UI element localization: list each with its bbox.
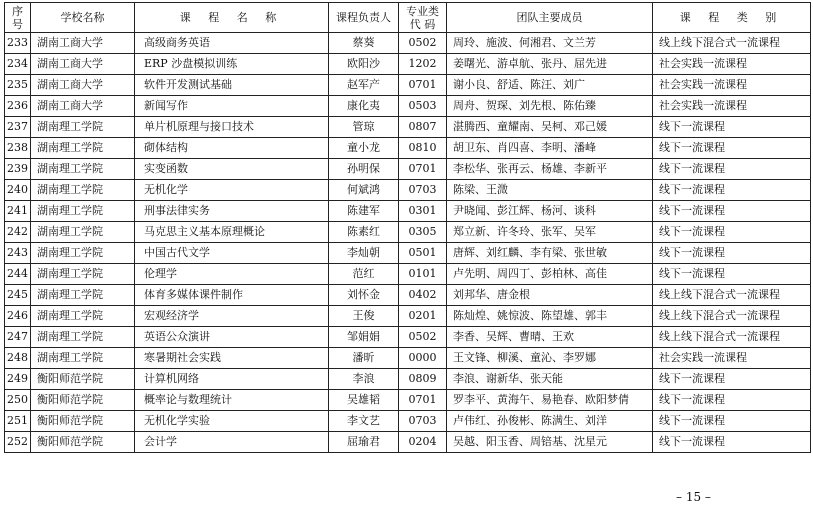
row-category: 线下一流课程 [653,411,811,432]
row-category: 线上线下混合式一流课程 [653,306,811,327]
table-row [5,264,811,285]
table-header-row [5,3,811,33]
row-members: 李浪、谢新华、张天能 [447,369,653,390]
row-leader: 潘昕 [329,348,399,369]
header-course: 课 程 名 称 [135,3,329,33]
table-row [5,54,811,75]
row-seq: 249 [5,369,31,390]
row-school: 湖南理工学院 [31,180,135,201]
row-category: 线下一流课程 [653,201,811,222]
row-code: 0703 [399,180,447,201]
row-seq: 233 [5,33,31,54]
header-seq: 序 号 [5,3,31,33]
row-seq: 235 [5,75,31,96]
row-category: 线下一流课程 [653,138,811,159]
row-leader: 何斌鸿 [329,180,399,201]
row-course: 无机化学实验 [135,411,329,432]
row-leader: 刘怀金 [329,285,399,306]
row-seq: 247 [5,327,31,348]
row-category: 社会实践一流课程 [653,348,811,369]
header-members: 团队主要成员 [447,3,653,33]
row-category: 线下一流课程 [653,243,811,264]
row-course: 伦理学 [135,264,329,285]
row-leader: 赵军产 [329,75,399,96]
row-leader: 陈建军 [329,201,399,222]
row-leader: 蔡葵 [329,33,399,54]
row-school: 湖南理工学院 [31,264,135,285]
row-code: 0701 [399,75,447,96]
row-code: 0701 [399,159,447,180]
row-category: 线下一流课程 [653,390,811,411]
row-course: 单片机原理与接口技术 [135,117,329,138]
row-code: 0807 [399,117,447,138]
row-leader: 管琼 [329,117,399,138]
row-school: 湖南工商大学 [31,54,135,75]
row-seq: 240 [5,180,31,201]
row-code: 0701 [399,390,447,411]
row-category: 线上线下混合式一流课程 [653,285,811,306]
table-row [5,369,811,390]
table-row [5,327,811,348]
row-category: 线下一流课程 [653,264,811,285]
row-members: 陈梁、王溦 [447,180,653,201]
row-code: 0502 [399,33,447,54]
row-school: 湖南理工学院 [31,117,135,138]
row-members: 唐辉、刘红麟、李有梁、张世敏 [447,243,653,264]
row-code: 0703 [399,411,447,432]
row-school: 湖南理工学院 [31,327,135,348]
row-seq: 250 [5,390,31,411]
row-code: 1202 [399,54,447,75]
row-members: 胡卫东、肖四喜、李明、潘峰 [447,138,653,159]
row-category: 线下一流课程 [653,180,811,201]
table-row [5,243,811,264]
row-seq: 237 [5,117,31,138]
row-members: 卢伟红、孙俊彬、陈满生、刘洋 [447,411,653,432]
row-school: 湖南工商大学 [31,96,135,117]
row-members: 罗李平、黄海午、易艳春、欧阳梦倩 [447,390,653,411]
row-members: 王文锋、柳溪、童沁、李罗娜 [447,348,653,369]
row-seq: 241 [5,201,31,222]
row-leader: 吴雄韬 [329,390,399,411]
row-school: 湖南工商大学 [31,33,135,54]
row-code: 0503 [399,96,447,117]
header-leader: 课程负责人 [329,3,399,33]
row-leader: 王俊 [329,306,399,327]
row-course: ERP 沙盘模拟训练 [135,54,329,75]
row-course: 中国古代文学 [135,243,329,264]
row-seq: 243 [5,243,31,264]
table-row [5,306,811,327]
row-course: 砌体结构 [135,138,329,159]
row-members: 卢先明、周四丁、彭柏林、高佳 [447,264,653,285]
row-code: 0809 [399,369,447,390]
row-seq: 238 [5,138,31,159]
row-members: 陈灿煌、姚惊波、陈望雄、郭丰 [447,306,653,327]
row-code: 0402 [399,285,447,306]
table-row [5,75,811,96]
row-code: 0101 [399,264,447,285]
row-seq: 244 [5,264,31,285]
row-school: 湖南理工学院 [31,306,135,327]
row-leader: 李浪 [329,369,399,390]
row-category: 线下一流课程 [653,432,811,453]
row-members: 周舟、贺琛、刘先根、陈佑臻 [447,96,653,117]
row-school: 湖南工商大学 [31,75,135,96]
row-members: 尹晓闻、彭江辉、杨河、谈科 [447,201,653,222]
row-leader: 邹娟娟 [329,327,399,348]
row-code: 0502 [399,327,447,348]
row-course: 寒暑期社会实践 [135,348,329,369]
table-row [5,138,811,159]
row-category: 线下一流课程 [653,369,811,390]
row-seq: 236 [5,96,31,117]
row-leader: 童小龙 [329,138,399,159]
row-course: 实变函数 [135,159,329,180]
row-course: 马克思主义基本原理概论 [135,222,329,243]
header-code: 专业类 代 码 [399,3,447,33]
table-row [5,390,811,411]
row-seq: 251 [5,411,31,432]
header-school: 学校名称 [31,3,135,33]
row-category: 线下一流课程 [653,159,811,180]
row-leader: 陈素红 [329,222,399,243]
row-members: 李香、吴辉、曹晴、王欢 [447,327,653,348]
row-seq: 234 [5,54,31,75]
row-code: 0000 [399,348,447,369]
table-row [5,96,811,117]
table-row [5,432,811,453]
row-school: 湖南理工学院 [31,243,135,264]
row-school: 衡阳师范学院 [31,411,135,432]
row-seq: 242 [5,222,31,243]
row-members: 谢小良、舒适、陈汪、刘广 [447,75,653,96]
row-course: 新闻写作 [135,96,329,117]
row-leader: 范红 [329,264,399,285]
row-category: 社会实践一流课程 [653,75,811,96]
row-members: 刘邦华、唐金根 [447,285,653,306]
header-category: 课 程 类 别 [653,3,811,33]
row-school: 湖南理工学院 [31,201,135,222]
table-row [5,201,811,222]
row-school: 衡阳师范学院 [31,390,135,411]
row-school: 衡阳师范学院 [31,369,135,390]
row-seq: 252 [5,432,31,453]
table-row [5,33,811,54]
table-row [5,180,811,201]
row-course: 计算机网络 [135,369,329,390]
row-leader: 欧阳沙 [329,54,399,75]
row-school: 湖南理工学院 [31,159,135,180]
row-leader: 李灿朝 [329,243,399,264]
row-course: 概率论与数理统计 [135,390,329,411]
row-school: 湖南理工学院 [31,222,135,243]
row-seq: 248 [5,348,31,369]
row-members: 姜曙光、游卓航、张丹、屈先进 [447,54,653,75]
row-course: 会计学 [135,432,329,453]
row-category: 社会实践一流课程 [653,96,811,117]
row-code: 0305 [399,222,447,243]
row-course: 宏观经济学 [135,306,329,327]
row-seq: 246 [5,306,31,327]
row-course: 体育多媒体课件制作 [135,285,329,306]
row-code: 0201 [399,306,447,327]
row-course: 刑事法律实务 [135,201,329,222]
row-school: 湖南理工学院 [31,138,135,159]
row-members: 周玲、施波、何湘君、文兰芳 [447,33,653,54]
table-row [5,285,811,306]
row-category: 线上线下混合式一流课程 [653,327,811,348]
row-members: 李松华、张再云、杨雄、李新平 [447,159,653,180]
row-category: 线下一流课程 [653,117,811,138]
row-course: 软件开发测试基础 [135,75,329,96]
row-seq: 245 [5,285,31,306]
course-table [4,2,811,453]
page-number: – 15 – [676,490,711,504]
table-row [5,159,811,180]
row-course: 高级商务英语 [135,33,329,54]
row-code: 0204 [399,432,447,453]
row-category: 线下一流课程 [653,222,811,243]
row-seq: 239 [5,159,31,180]
table-row [5,222,811,243]
row-code: 0810 [399,138,447,159]
row-code: 0301 [399,201,447,222]
row-members: 湛腾西、童耀南、吴柯、邓己媛 [447,117,653,138]
row-leader: 李文艺 [329,411,399,432]
row-school: 湖南理工学院 [31,285,135,306]
row-course: 英语公众演讲 [135,327,329,348]
row-leader: 孙明保 [329,159,399,180]
row-category: 线上线下混合式一流课程 [653,33,811,54]
row-leader: 康化夷 [329,96,399,117]
row-school: 湖南理工学院 [31,348,135,369]
row-school: 衡阳师范学院 [31,432,135,453]
row-code: 0501 [399,243,447,264]
table-row [5,348,811,369]
table-row [5,117,811,138]
table-row [5,411,811,432]
row-members: 吴越、阳玉香、周锫基、沈星元 [447,432,653,453]
row-leader: 屈瑜君 [329,432,399,453]
row-category: 社会实践一流课程 [653,54,811,75]
row-members: 郑立新、许冬玲、张军、吴军 [447,222,653,243]
row-course: 无机化学 [135,180,329,201]
